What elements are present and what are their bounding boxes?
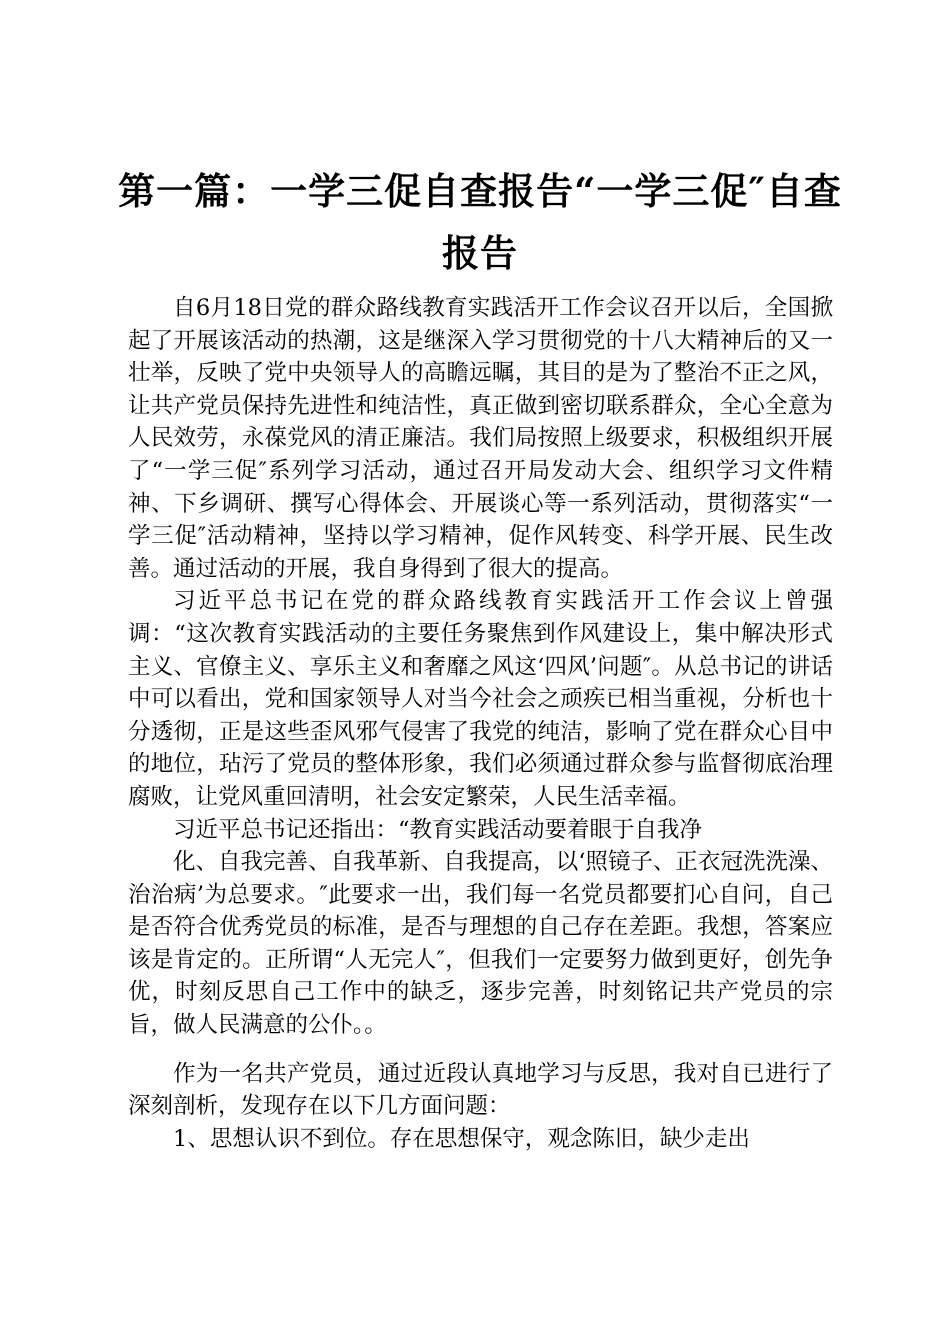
paragraph-5: 作为一名共产党员，通过近段认真地学习与反思，我对自已进行了深刻剖析，发现存在以下几方面问题： xyxy=(128,1060,833,1120)
paragraph-2: 习近平总书记在党的群众路线教育实践活开工作会议上曾强调：“这次教育实践活动的主要任务聚焦到作风建设上，集中解决形式主义、官僚主义、享乐主义和奢靡之风这‘四风’问题″。从总书记的讲话中可以看出，党和国家领导人对当今社会之顽疾已相当重视，分析也十分透彻，正是这些歪风邪气侵害了我党的纯洁，影响了党在群众心目中的地位，玷污了党员的整体形象，我们必须通过群众参与监督彻底治理腐败，让党风重回清明，社会安定繁荣，人民生活幸福。 xyxy=(128,588,833,810)
paragraph-6: 1、思想认识不到位。存在思想保守，观念陈旧，缺少走出 xyxy=(173,1125,750,1152)
paragraph-4: 化、自我完善、自我革新、自我提高，以‘照镜子、正衣冠洗洗澡、治治病’为总要求。″此要求一出，我们每一名党员都要扪心自问，自己是否符合优秀党员的标准，是否与理想的自己存在差距。我想，答案应该是肯定的。正所谓“人无完人″，但我们一定要努力做到更好，创先争优，时刻反思自己工作中的缺乏，逐步完善，时刻铭记共产党员的宗旨，做人民满意的公仆。。 xyxy=(128,849,833,1039)
document-body xyxy=(128,292,833,1155)
paragraph-3: 习近平总书记还指出：“教育实践活动要着眼于自我净 xyxy=(173,816,703,843)
document-title: 第一篇：一学三促自查报告“一学三促″自查报告 xyxy=(118,169,842,275)
paragraph-1: 自6月18日党的群众路线教育实践活开工作会议召开以后，全国掀起了开展该活动的热潮，这是继深入学习贯彻党的十八大精神后的又一壮举，反映了党中央领导人的高瞻远瞩，其目的是为了整治不正之风，让共产党员保持先进性和纯洁性，真正做到密切联系群众，全心全意为人民效劳，永葆党风的清正廉洁。我们局按照上级要求，积极组织开展了“一学三促″系列学习活动，通过召开局发动大会、组织学习文件精神、下乡调研、撰写心得体会、开展谈心等一系列活动，贯彻落实“一学三促″活动精神，坚持以学习精神，促作风转变、科学开展、民生改善。通过活动的开展，我自身得到了很大的提高。 xyxy=(128,295,833,582)
